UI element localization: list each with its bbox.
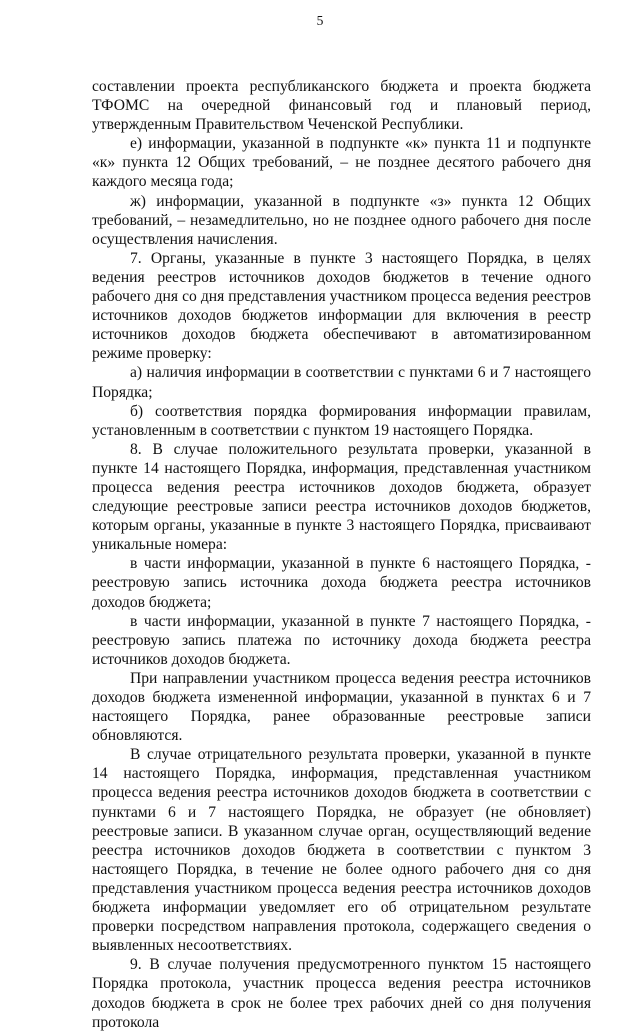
paragraph-item-8-part-6: в части информации, указанной в пункте 6 настоящего Порядка, - реестровую запись источника дохода бюджета реестра источников доходов бюджета; <box>92 555 591 611</box>
paragraph-subpoint-e: е) информации, указанной в подпункте «к» пункта 11 и подпункте «к» пункта 12 Общих требований, – не позднее десятого рабочего дня каждого месяца года; <box>92 135 591 191</box>
paragraph-update-records: При направлении участником процесса ведения реестра источников доходов бюджета измененной информации, указанной в пунктах 6 и 7 настоящего Порядка, ранее образованные реестровые записи обновляются. <box>92 669 591 745</box>
paragraph-item-8-part-7: в части информации, указанной в пункте 7 настоящего Порядка, - реестровую запись платежа по источнику дохода бюджета реестра источников доходов бюджета. <box>92 612 591 668</box>
paragraph-negative-result: В случае отрицательного результата проверки, указанной в пункте 14 настоящего Порядка, информация, представленная участником процесса ведения реестра источников доходов бюджета в соответствии с пунктами 6 и 7 настоящего Порядка, не образует (не обновляет) реестровые записи. В указанном случае орган, осуществляющий ведение реестра источников доходов бюджета в соответствии с пунктом 3 настоящего Порядка, в течение не более одного рабочего дня со дня представления участником процесса ведения реестра источников доходов бюджета информации уведомляет его об отрицательном результате проверки посредством направления протокола, содержащего сведения о выявленных несоответствиях. <box>92 746 591 955</box>
paragraph-subpoint-zh: ж) информации, указанной в подпункте «з» пункта 12 Общих требований, – незамедлительно, но не позднее одного рабочего дня после осуществления начисления. <box>92 192 591 248</box>
document-body <box>92 77 591 1032</box>
paragraph-continuation: составлении проекта республиканского бюджета и проекта бюджета ТФОМС на очередной финансовый год и плановый период, утвержденным Правительством Чеченской Республики. <box>92 78 591 134</box>
paragraph-item-7: 7. Органы, указанные в пункте 3 настоящего Порядка, в целях ведения реестров источников доходов бюджетов в течение одного рабочего дня со дня представления участником процесса ведения реестров источников доходов бюджетов информации для включения в реестр источников доходов бюджета обеспечивают в автоматизированном режиме проверку: <box>92 249 591 363</box>
paragraph-item-8: 8. В случае положительного результата проверки, указанной в пункте 14 настоящего Порядка, информация, представленная участником процесса ведения реестра источников доходов бюджета, образует следующие реестровые записи реестра источников доходов бюджетов, которым органы, указанные в пункте 3 настоящего Порядка, присваивают уникальные номера: <box>92 440 591 554</box>
paragraph-subpoint-a: а) наличия информации в соответствии с пунктами 6 и 7 настоящего Порядка; <box>92 364 591 401</box>
paragraph-subpoint-b: б) соответствия порядка формирования информации правилам, установленным в соответствии с пунктом 19 настоящего Порядка. <box>92 402 591 439</box>
paragraph-item-9: 9. В случае получения предусмотренного пунктом 15 настоящего Порядка протокола, участник процесса ведения реестра источников доходов бюджета в срок не более трех рабочих дней со дня получения протокола <box>92 956 591 1031</box>
page-number: 5 <box>316 13 324 28</box>
